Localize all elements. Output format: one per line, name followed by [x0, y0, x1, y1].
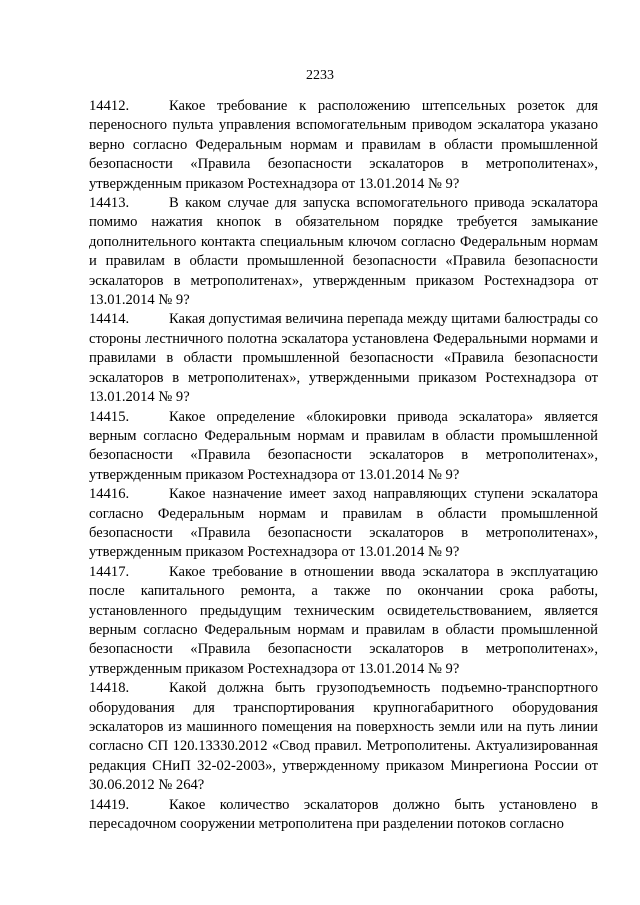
question-text: Какое назначение имеет заход направляющих ступени эскалатора согласно Федеральным нормам и правилам в области промышленной безопасности «Правила безопасности эскалаторов в метрополитенах», утвержденным приказом Ростехнадзора от 13.01.2014 № 9? [89, 486, 598, 561]
question-text: Какое определение «блокировки привода эскалатора» является верным согласно Федеральным нормам и правилам в области промышленной безопасности «Правила безопасности эскалаторов в метрополитенах», утвержденным приказом Ростехнадзора от 13.01.2014 № 9? [89, 408, 598, 483]
question-item [89, 408, 598, 486]
question-item [89, 194, 598, 310]
question-text: Какое требование к расположению штепсельных розеток для переносного пульта управления вспомогательным приводом эскалатора указано верно согласно Федеральным нормам и правилам в области промышленной безопасности «Правила безопасности эскалаторов в метрополитенах», утвержденным приказом Ростехнадзора от 13.01.2014 № 9? [89, 98, 598, 192]
question-text: Какой должна быть грузоподъемность подъемно-транспортного оборудования для транспортирования крупногабаритного оборудования эскалаторов из машинного помещения на поверхность земли или на путь линии согласно СП 120.13330.2012 «Свод правил. Метрополитены. Актуализированная редакция СНиП 32-02-2003», утвержденному приказом Минрегиона России от 30.06.2012 № 264? [89, 680, 598, 794]
question-item [89, 485, 598, 563]
question-list [89, 97, 598, 834]
question-number: 14412. [89, 98, 130, 114]
question-number: 14417. [89, 563, 130, 580]
question-number: 14419. [89, 796, 130, 813]
question-item [89, 97, 598, 194]
page-number: 2233 [306, 68, 334, 83]
question-item [89, 563, 598, 679]
question-number: 14418. [89, 680, 130, 697]
question-text: Какое требование в отношении ввода эскалатора в эксплуатацию после капитального ремонта, а также по окончании срока работы, установленного предыдущим техническим освидетельствованием, является верным согласно Федеральным нормам и правилам в области промышленной безопасности «Правила безопасности эскалаторов в метрополитенах», утвержденным приказом Ростехнадзора от 13.01.2014 № 9? [89, 563, 598, 677]
question-number: 14416. [89, 486, 130, 503]
question-number: 14413. [89, 195, 130, 212]
question-text: В каком случае для запуска вспомогательного привода эскалатора помимо нажатия кнопок в обязательном порядке требуется замыкание дополнительного контакта специальным ключом согласно Федеральным нормам и правилам в области промышленной безопасности «Правила безопасности эскалаторов в метрополитенах», утвержденным приказом Ростехнадзора от 13.01.2014 № 9? [89, 195, 598, 309]
question-text: Какая допустимая величина перепада между щитами балюстрады со стороны лестничного полотна эскалатора установлена Федеральными нормами и правилами в области промышленной безопасности «Правила безопасности эскалаторов в метрополитенах», утвержденными приказом Ростехнадзора от 13.01.2014 № 9? [89, 311, 598, 406]
question-item [89, 796, 598, 835]
question-number: 14415. [89, 408, 130, 425]
question-number: 14414. [89, 311, 130, 328]
question-item [89, 310, 598, 407]
question-item [89, 679, 598, 795]
question-text: Какое количество эскалаторов должно быть установлено в пересадочном сооружении метрополитена при разделении потоков согласно [89, 796, 598, 833]
